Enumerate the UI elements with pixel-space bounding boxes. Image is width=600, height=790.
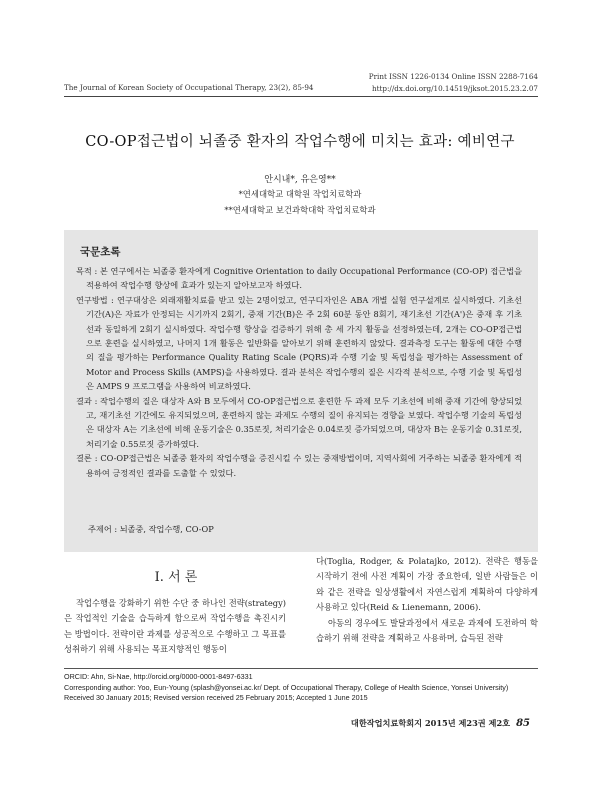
section-title-introduction: Ⅰ. 서 론 [154,570,198,585]
footnote-dates: Received 30 January 2015; Revised version received 25 February 2015; Accepted 1 June 2015 [64,693,368,703]
page-footer [351,718,530,729]
doi-link[interactable]: http://dx.doi.org/10.14519/jksot.2015.23.2.07 [371,84,538,93]
abstract-keywords: 주제어 : 뇌졸중, 작업수행, CO-OP [88,524,214,534]
footnote-orcid: ORCID: Ahn, Si-Nae, http://orcid.org/0000-0001-8497-6331 [64,672,253,681]
abstract-heading: 국문초록 [80,246,121,258]
footer-journal: 대한작업치료학회지 2015년 제23권 제2호 [350,718,511,728]
page-number: 85 [516,718,530,729]
abstract-results: 결과 : 작업수행의 질은 대상자 A와 B 모두에서 CO-OP접근법으로 훈련한 두 과제 모두 기초선에 비해 중재 기간에 향상되었고, 재기초선 기간에도 유지되었으며, 훈련하지 않는 과제도 수행의 질이 유지되는 경향을 보였다. 작업수행 기술의 독립성은 대상자 A는 기초선에 비해 운동기술은 0.35로짓, 처리기술은 0.04로짓 증가되었으며, 대상자 B는 운동기술 0.31로짓, 처리기술 0.55로짓 증가하였다. [76,395,522,449]
affiliation-2: **연세대학교 보건과학대학 작업치료학과 [224,205,376,215]
affiliation-1: *연세대학교 대학원 작업치료학과 [238,189,362,199]
paper-title: CO-OP접근법이 뇌졸중 환자의 작업수행에 미치는 효과: 예비연구 [85,134,515,150]
header-rule [64,96,538,97]
body-column-left [64,596,286,658]
abstract-conclusion: 결론 : CO-OP접근법은 뇌졸중 환자의 작업수행을 증진시킬 수 있는 중재방법이며, 지역사회에 거주하는 뇌졸중 환자에게 적용하여 긍정적인 결과를 도출할 수 있었다. [76,453,522,478]
footnote-corresponding: Corresponding author: Yoo, Eun-Young (splash@yonsei.ac.kr/ Dept. of Occupational Therapy, College of Health Science, Yonsei University) [64,682,509,692]
intro-paragraph-right-1: 다(Toglia, Rodger, & Polatajko, 2012). 전략은 행동을 시작하기 전에 사전 계획이 가장 중요한데, 일반 사람들은 이와 같은 전략을 일상생활에서 자연스럽게 계획하여 다양하게 사용하고 있다(Reid & Lienemann, 2006). [316,556,538,613]
abstract-methods: 연구방법 : 연구대상은 외래재활치료를 받고 있는 2명이었고, 연구디자인은 ABA 개별 실험 연구설계로 실시하였다. 기초선 기간(A)은 자료가 안정되는 시기까지 2회기, 중재 기간(B)은 주 2회 60분 동안 8회기, 재기초선 기간(A')은 중재 후 기초선과 동일하게 2회기 실시하였다. 작업수행 향상을 검증하기 위해 총 세 가지 활동을 선정하였는데, 2개는 CO-OP접근법으로 훈련을 실시하였고, 나머지 1개 활동은 일반화를 알아보기 위해 훈련하지 않았다. 결과측정 도구는 활동에 대한 수행의 질을 평가하는 Performance Quality Rating Scale (PQRS)과 수행 기술 및 독립성을 평가하는 Assessment of Motor and Process Skills (AMPS)을 사용하였다. 결과 분석은 작업수행의 질은 시각적 분석으로, 수행 기술 및 독립성은 AMPS 9 프로그램을 사용하여 비교하였다. [76,294,522,392]
abstract-purpose: 목적 : 본 연구에서는 뇌졸중 환자에게 Cognitive Orientation to daily Occupational Performance (CO-OP) 접근법을 적용하여 작업수행 향상에 효과가 있는지 알아보고자 하였다. [76,266,522,291]
footnotes [64,672,538,704]
author-list: 안시내*, 유은영** [264,175,336,185]
footnote-rule [64,668,538,669]
body-column-right [316,554,538,646]
journal-citation: The Journal of Korean Society of Occupational Therapy, 23(2), 85-94 [64,83,314,92]
abstract-body [76,264,522,480]
intro-paragraph-left: 작업수행을 강화하기 위한 수단 중 하나인 전략(strategy)은 작업적인 기술을 습득하게 함으로써 작업수행을 촉진시키는 방법이다. 전략이란 과제를 성공적으로 수행하고 그 목표를 성취하기 위해 사용되는 목표지향적인 행동이 [64,598,286,655]
intro-paragraph-right-2: 아동의 경우에도 발달과정에서 새로운 과제에 도전하여 학습하기 위해 전략을 계획하고 사용하며, 습득된 전략 [316,617,538,644]
issn-line: Print ISSN 1226-0134 Online ISSN 2288-7164 [368,72,538,81]
